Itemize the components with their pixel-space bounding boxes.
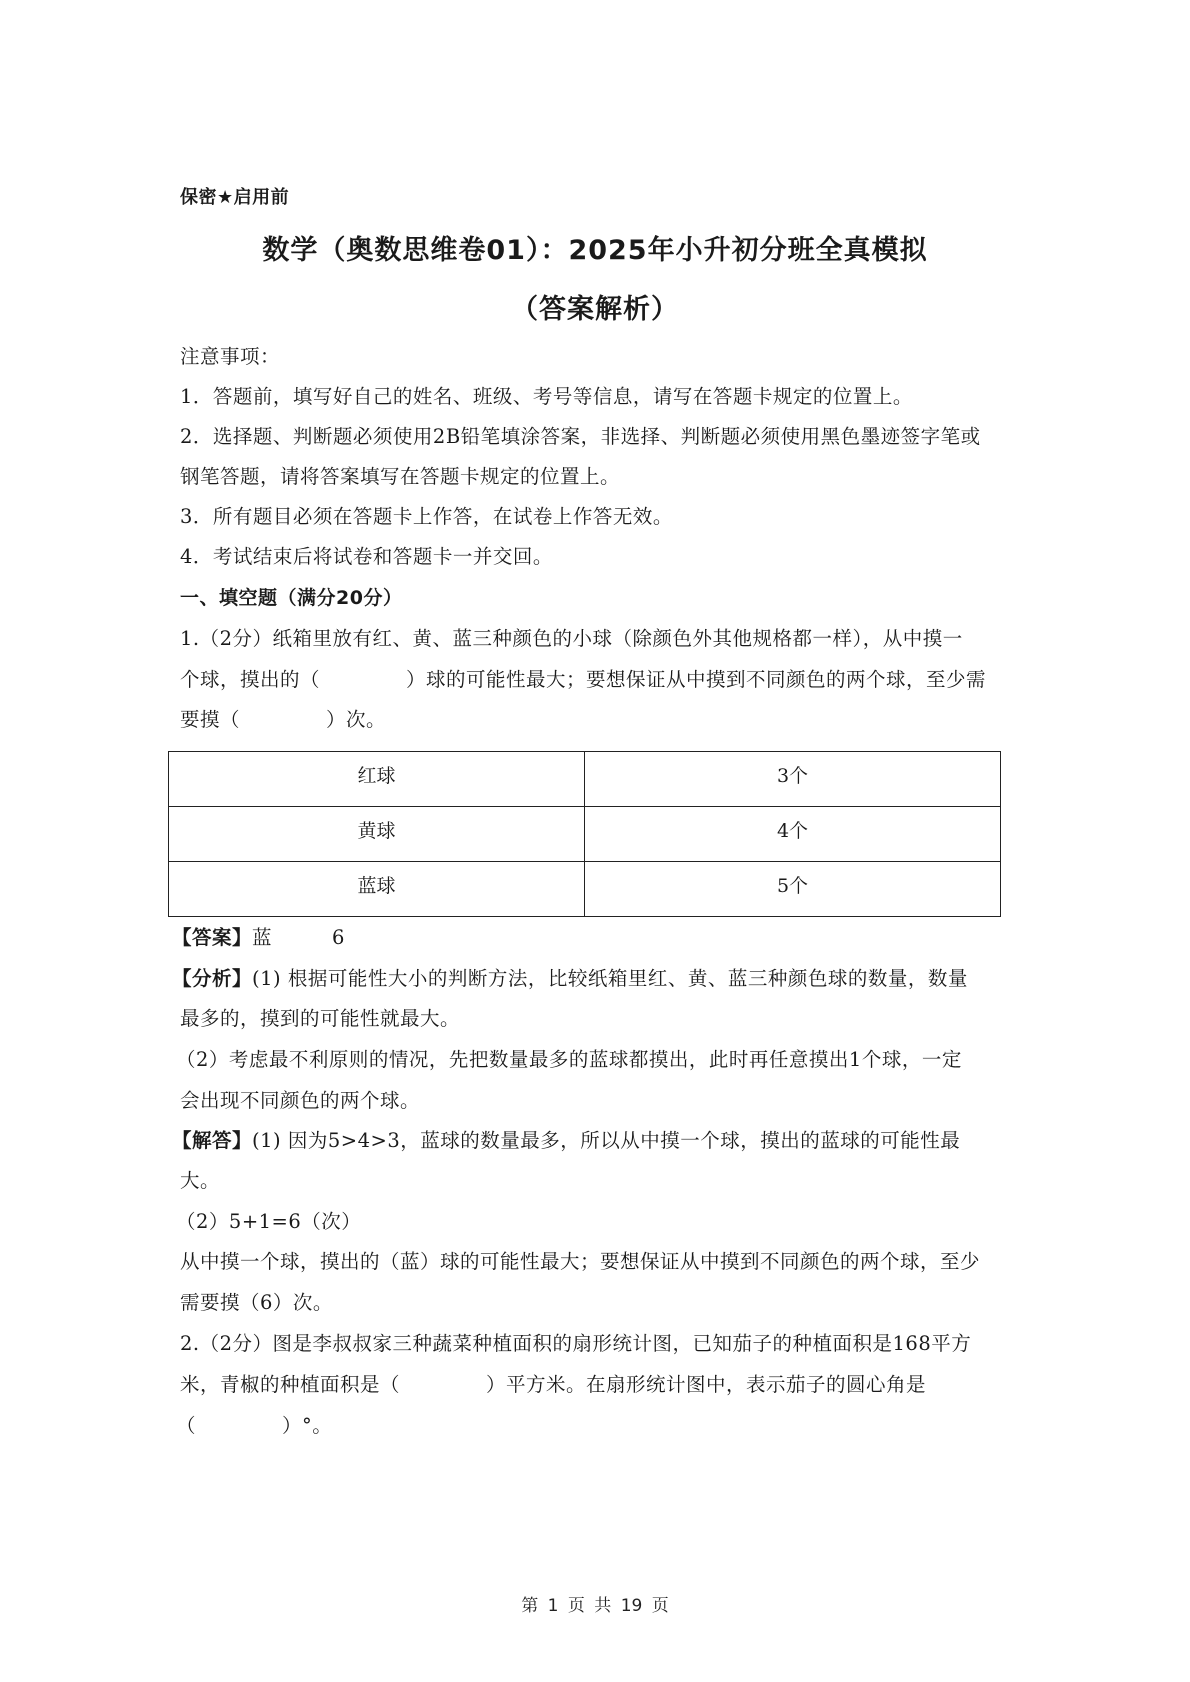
notice-item: 2．选择题、判断题必须使用2B铅笔填涂答案，非选择、判断题必须使用黑色墨迹签字笔或 (180, 425, 981, 448)
table-cell-color: 蓝球 (169, 862, 585, 917)
solution-line: 需要摸（6）次。 (180, 1291, 333, 1314)
section-heading: 一、填空题（满分20分） (180, 587, 403, 609)
question-text-fragment: ）°。 (282, 1414, 333, 1437)
analysis-line (172, 967, 968, 991)
table-cell-count: 3个 (585, 752, 1001, 807)
table-row (169, 807, 1001, 862)
notice-item: 钢笔答题，请将答案填写在答题卡规定的位置上。 (180, 465, 621, 488)
table-cell-color: 黄球 (169, 807, 585, 862)
question-1-text (180, 668, 986, 692)
question-1-text (180, 708, 386, 732)
solution-line: （2）5+1=6（次） (176, 1210, 362, 1233)
notice-item: 1．答题前，填写好自己的姓名、班级、考号等信息，请写在答题卡规定的位置上。 (180, 385, 913, 408)
table-row (169, 752, 1001, 807)
question-text-fragment: 个球，摸出的（ (180, 668, 321, 691)
ball-count-table (168, 751, 1001, 917)
solution-line: 从中摸一个球，摸出的（蓝）球的可能性最大；要想保证从中摸到不同颜色的两个球，至少 (180, 1250, 981, 1273)
page-number: 第 1 页 共 19 页 (521, 1596, 669, 1616)
question-2-text: 2.（2分）图是李叔叔家三种蔬菜种植面积的扇形统计图，已知茄子的种植面积是168平方 (180, 1332, 972, 1355)
solution-text: (1) 因为5>4>3，蓝球的数量最多，所以从中摸一个球，摸出的蓝球的可能性最 (252, 1129, 961, 1152)
question-1-text: 1.（2分）纸箱里放有红、黄、蓝三种颜色的小球（除颜色外其他规格都一样），从中摸一 (180, 627, 963, 650)
question-text-fragment: 要摸（ (180, 708, 241, 731)
solution-line: 大。 (180, 1169, 221, 1192)
notice-item: 4．考试结束后将试卷和答题卡一并交回。 (180, 545, 553, 568)
question-text-fragment: （ (176, 1414, 197, 1437)
analysis-line: 会出现不同颜色的两个球。 (180, 1089, 421, 1112)
table-cell-color: 红球 (169, 752, 585, 807)
question-text-fragment: 米，青椒的种植面积是（ (180, 1373, 401, 1396)
analysis-line: （2）考虑最不利原则的情况，先把数量最多的蓝球都摸出，此时再任意摸出1个球，一定 (176, 1048, 962, 1071)
question-2-text (176, 1414, 332, 1438)
answer-value: 6 (332, 926, 345, 949)
answer-tag: 【答案】 (172, 926, 253, 949)
solution-line (172, 1129, 960, 1153)
document-subtitle: （答案解析） (511, 294, 679, 325)
table-cell-count: 4个 (585, 807, 1001, 862)
confidential-label: 保密★启用前 (180, 187, 290, 208)
analysis-tag: 【分析】 (172, 967, 253, 990)
question-text-fragment: ）次。 (326, 708, 387, 731)
notice-item: 3．所有题目必须在答题卡上作答，在试卷上作答无效。 (180, 505, 673, 528)
question-text-fragment: ）平方米。在扇形统计图中，表示茄子的圆心角是 (486, 1373, 927, 1396)
question-2-text (180, 1373, 926, 1397)
analysis-line: 最多的，摸到的可能性就最大。 (180, 1007, 461, 1030)
question-text-fragment: ）球的可能性最大；要想保证从中摸到不同颜色的两个球，至少需 (406, 668, 987, 691)
analysis-text: (1) 根据可能性大小的判断方法，比较纸箱里红、黄、蓝三种颜色球的数量，数量 (252, 967, 968, 990)
table-cell-count: 5个 (585, 862, 1001, 917)
table-row (169, 862, 1001, 917)
solution-tag: 【解答】 (172, 1129, 253, 1152)
document-title: 数学（奥数思维卷01）：2025年小升初分班全真模拟 (262, 235, 928, 266)
answer-line (172, 926, 345, 950)
answer-value: 蓝 (252, 926, 273, 949)
notice-heading: 注意事项： (180, 345, 281, 368)
